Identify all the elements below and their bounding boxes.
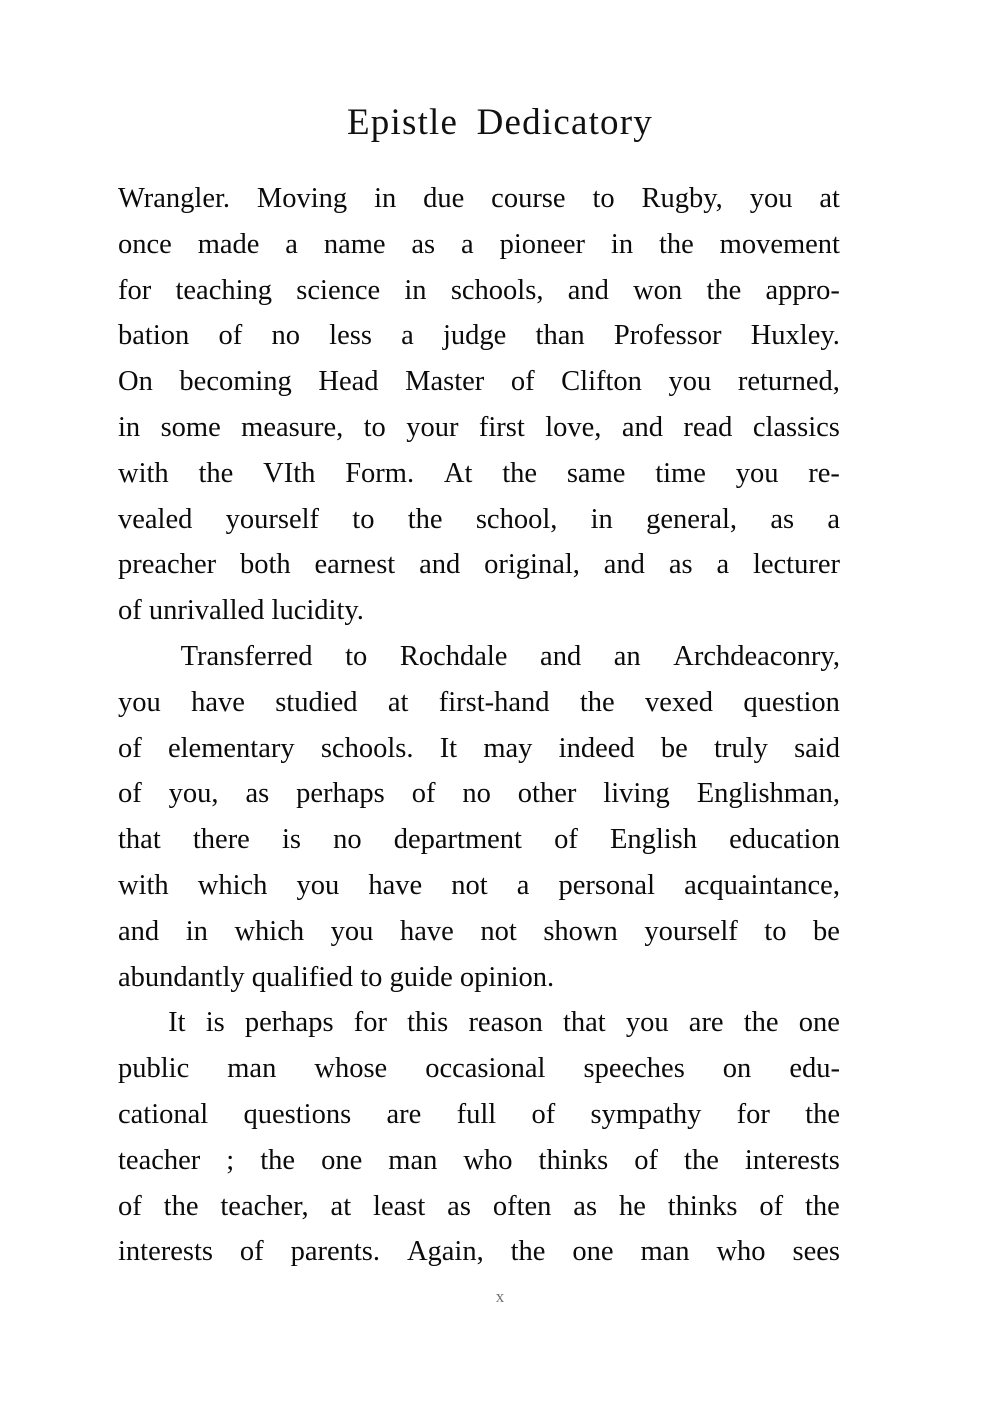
word: one bbox=[572, 1236, 614, 1268]
word: speeches bbox=[583, 1053, 685, 1085]
word: Again, bbox=[406, 1236, 484, 1268]
word: public bbox=[118, 1053, 190, 1085]
word: in bbox=[185, 915, 208, 947]
word: original, bbox=[484, 549, 580, 581]
word: of bbox=[118, 732, 142, 764]
word: lecturer bbox=[752, 549, 840, 581]
text-line bbox=[118, 955, 840, 1001]
word: of bbox=[510, 366, 535, 398]
chapter-title: Epistle Dedicatory bbox=[347, 102, 653, 143]
text-line bbox=[118, 268, 840, 314]
word: an bbox=[613, 640, 641, 672]
word: and bbox=[419, 549, 461, 581]
word: that bbox=[118, 824, 161, 856]
word: studied bbox=[275, 686, 358, 718]
word: least bbox=[373, 1190, 426, 1222]
word: be bbox=[660, 732, 688, 764]
word: man bbox=[640, 1236, 690, 1268]
line-text: abundantly qualified to guide opinion. bbox=[118, 961, 555, 993]
word: is bbox=[281, 824, 301, 856]
word: the bbox=[684, 1144, 719, 1176]
text-line bbox=[118, 1138, 840, 1184]
word: Huxley. bbox=[750, 320, 840, 352]
word: the bbox=[805, 1190, 840, 1222]
text-line bbox=[118, 359, 840, 405]
word: a bbox=[827, 503, 840, 535]
line-text: of unrivalled lucidity. bbox=[118, 595, 364, 627]
word: both bbox=[239, 549, 291, 581]
word: Professor bbox=[613, 320, 722, 352]
word: read bbox=[683, 411, 733, 443]
word: cational bbox=[118, 1098, 209, 1130]
word: Englishman, bbox=[696, 778, 840, 810]
word: occasional bbox=[425, 1053, 546, 1085]
body-text-block bbox=[118, 176, 840, 1275]
word: often bbox=[492, 1190, 552, 1222]
word: which bbox=[234, 915, 305, 947]
word: sympathy bbox=[590, 1098, 702, 1130]
word: there bbox=[192, 824, 250, 856]
text-line bbox=[118, 542, 840, 588]
word: as bbox=[770, 503, 795, 535]
text-line bbox=[118, 1046, 840, 1092]
word: question bbox=[743, 686, 840, 718]
word: have bbox=[191, 686, 245, 718]
word: a bbox=[716, 549, 730, 581]
word: may bbox=[483, 732, 533, 764]
word: won bbox=[633, 274, 683, 306]
word: vealed bbox=[118, 503, 193, 535]
word: have bbox=[399, 915, 454, 947]
word: Transferred bbox=[180, 640, 313, 672]
word: appro- bbox=[765, 274, 840, 306]
text-line bbox=[118, 222, 840, 268]
word: this bbox=[407, 1007, 449, 1039]
paragraph-indent bbox=[118, 634, 148, 680]
word: At bbox=[443, 457, 473, 489]
word: Clifton bbox=[561, 366, 642, 398]
word: at bbox=[819, 183, 840, 214]
word: interests bbox=[118, 1236, 213, 1268]
word: English bbox=[609, 824, 698, 856]
word: of bbox=[531, 1098, 556, 1130]
word: school, bbox=[475, 503, 558, 535]
word: of bbox=[554, 824, 578, 856]
word: in bbox=[404, 274, 427, 306]
word: a bbox=[401, 320, 414, 352]
word: due bbox=[423, 183, 465, 214]
word: Form. bbox=[345, 457, 415, 489]
word: as bbox=[447, 1190, 471, 1222]
word: love, bbox=[545, 411, 602, 443]
word: with bbox=[118, 869, 169, 901]
word: the bbox=[407, 503, 443, 535]
word: schools. bbox=[320, 732, 414, 764]
word: teaching bbox=[175, 274, 273, 306]
word: movement bbox=[719, 228, 840, 260]
word: man bbox=[388, 1144, 438, 1176]
word: preacher bbox=[118, 549, 217, 581]
word: Rugby, bbox=[641, 183, 723, 214]
word: not bbox=[480, 915, 517, 947]
word: of bbox=[411, 778, 436, 810]
word: of bbox=[634, 1144, 658, 1176]
word: bation bbox=[118, 320, 190, 352]
word: full bbox=[456, 1098, 497, 1130]
text-line bbox=[118, 909, 840, 955]
word: which bbox=[197, 869, 268, 901]
word: re- bbox=[808, 457, 840, 489]
word: not bbox=[451, 869, 488, 901]
word: general, bbox=[646, 503, 738, 535]
word: once bbox=[118, 228, 172, 260]
word: in bbox=[118, 411, 141, 443]
word: on bbox=[722, 1053, 752, 1085]
paragraph bbox=[118, 1000, 840, 1275]
word: are bbox=[688, 1007, 724, 1039]
word: and bbox=[621, 411, 663, 443]
word: for bbox=[353, 1007, 387, 1039]
word: first-hand bbox=[438, 686, 550, 718]
word: the bbox=[198, 457, 234, 489]
word: Moving bbox=[256, 183, 348, 214]
word: and bbox=[118, 915, 160, 947]
word: no bbox=[271, 320, 300, 352]
word: It bbox=[168, 1007, 186, 1039]
word: shown bbox=[543, 915, 618, 947]
word: the bbox=[510, 1236, 546, 1268]
word: living bbox=[603, 778, 670, 810]
text-line bbox=[118, 634, 840, 680]
word: in bbox=[610, 228, 634, 260]
word: elementary bbox=[167, 732, 295, 764]
word: becoming bbox=[179, 366, 292, 398]
word: first bbox=[478, 411, 525, 443]
word: to bbox=[345, 640, 368, 672]
word: indeed bbox=[558, 732, 635, 764]
word: one bbox=[798, 1007, 840, 1039]
text-line bbox=[118, 497, 840, 543]
word: you bbox=[668, 366, 712, 398]
word: are bbox=[386, 1098, 422, 1130]
word: yourself bbox=[644, 915, 738, 947]
word: for bbox=[118, 274, 152, 306]
word: perhaps bbox=[296, 778, 385, 810]
page-folio bbox=[0, 1288, 1000, 1305]
paragraph bbox=[118, 176, 840, 634]
word: you bbox=[749, 183, 793, 214]
word: you bbox=[625, 1007, 669, 1039]
word: as bbox=[668, 549, 693, 581]
word: department bbox=[393, 824, 522, 856]
word: Archdeaconry, bbox=[673, 640, 840, 672]
word: whose bbox=[314, 1053, 388, 1085]
text-line bbox=[118, 817, 840, 863]
word: to bbox=[764, 915, 787, 947]
word: you bbox=[296, 869, 340, 901]
word: measure, bbox=[241, 411, 344, 443]
word: of bbox=[239, 1236, 264, 1268]
word: Wrangler. bbox=[118, 183, 231, 214]
word: with bbox=[118, 457, 169, 489]
word: the bbox=[658, 228, 694, 260]
text-line bbox=[118, 771, 840, 817]
text-line bbox=[118, 1229, 840, 1275]
word: teacher, bbox=[220, 1190, 309, 1222]
word: he bbox=[618, 1190, 646, 1222]
word: ; bbox=[226, 1144, 235, 1176]
word: education bbox=[729, 824, 840, 856]
word: you, bbox=[168, 778, 219, 810]
word: for bbox=[736, 1098, 770, 1130]
word: you bbox=[735, 457, 779, 489]
text-line bbox=[118, 405, 840, 451]
word: said bbox=[794, 732, 840, 764]
word: the bbox=[502, 457, 538, 489]
word: edu- bbox=[789, 1053, 840, 1085]
word: have bbox=[368, 869, 423, 901]
word: and bbox=[567, 274, 609, 306]
word: a bbox=[516, 869, 530, 901]
word: On bbox=[118, 366, 153, 398]
text-line bbox=[118, 313, 840, 359]
word: of bbox=[218, 320, 243, 352]
word: personal bbox=[558, 869, 655, 901]
word: no bbox=[333, 824, 362, 856]
word: schools, bbox=[450, 274, 544, 306]
word: than bbox=[535, 320, 585, 352]
word: your bbox=[406, 411, 459, 443]
word: perhaps bbox=[244, 1007, 334, 1039]
word: the bbox=[579, 686, 615, 718]
word: in bbox=[590, 503, 613, 535]
word: a bbox=[285, 228, 298, 260]
word: pioneer bbox=[499, 228, 586, 260]
word: time bbox=[655, 457, 706, 489]
word: you bbox=[118, 686, 161, 718]
word: It bbox=[439, 732, 458, 764]
word: to bbox=[352, 503, 375, 535]
word: that bbox=[562, 1007, 606, 1039]
word: made bbox=[197, 228, 260, 260]
text-line bbox=[118, 451, 840, 497]
word: VIth bbox=[263, 457, 316, 489]
text-line bbox=[118, 588, 840, 634]
word: of bbox=[118, 778, 142, 810]
word: thinks bbox=[538, 1144, 609, 1176]
word: Rochdale bbox=[399, 640, 508, 672]
word: returned, bbox=[737, 366, 840, 398]
word: other bbox=[517, 778, 577, 810]
word: one bbox=[321, 1144, 363, 1176]
text-line bbox=[118, 680, 840, 726]
word: Master bbox=[405, 366, 485, 398]
word: is bbox=[205, 1007, 225, 1039]
paragraph bbox=[118, 634, 840, 1000]
word: of bbox=[118, 1190, 142, 1222]
word: to bbox=[363, 411, 386, 443]
word: at bbox=[387, 686, 409, 718]
word: science bbox=[296, 274, 381, 306]
word: same bbox=[566, 457, 626, 489]
word: as bbox=[245, 778, 270, 810]
word: classics bbox=[752, 411, 840, 443]
word: acquaintance, bbox=[684, 869, 840, 901]
word: truly bbox=[714, 732, 768, 764]
text-line bbox=[118, 1184, 840, 1230]
word: as bbox=[411, 228, 436, 260]
paragraph-indent bbox=[118, 1000, 148, 1046]
word: the bbox=[805, 1098, 840, 1130]
word: interests bbox=[744, 1144, 840, 1176]
word: the bbox=[260, 1144, 296, 1176]
word: the bbox=[743, 1007, 779, 1039]
word: man bbox=[227, 1053, 277, 1085]
word: a bbox=[461, 228, 474, 260]
word: name bbox=[323, 228, 386, 260]
word: teacher bbox=[118, 1144, 201, 1176]
word: reason bbox=[468, 1007, 543, 1039]
folio-number: x bbox=[495, 1287, 505, 1306]
word: thinks bbox=[667, 1190, 738, 1222]
word: at bbox=[330, 1190, 352, 1222]
word: the bbox=[163, 1190, 199, 1222]
word: and bbox=[603, 549, 645, 581]
word: sees bbox=[792, 1236, 840, 1268]
text-line bbox=[118, 726, 840, 772]
word: some bbox=[160, 411, 221, 443]
word: parents. bbox=[290, 1236, 381, 1268]
word: questions bbox=[243, 1098, 352, 1130]
page-header bbox=[0, 104, 1000, 141]
text-line bbox=[118, 1000, 840, 1046]
word: as bbox=[573, 1190, 598, 1222]
word: judge bbox=[443, 320, 507, 352]
word: in bbox=[374, 183, 397, 214]
word: no bbox=[462, 778, 491, 810]
word: course bbox=[491, 183, 566, 214]
word: earnest bbox=[314, 549, 396, 581]
word: who bbox=[463, 1144, 513, 1176]
word: who bbox=[716, 1236, 766, 1268]
text-line bbox=[118, 176, 840, 222]
word: to bbox=[592, 183, 615, 214]
word: less bbox=[329, 320, 372, 352]
word: you bbox=[330, 915, 374, 947]
word: yourself bbox=[225, 503, 320, 535]
word: be bbox=[813, 915, 840, 947]
word: vexed bbox=[644, 686, 714, 718]
text-line bbox=[118, 863, 840, 909]
word: of bbox=[759, 1190, 784, 1222]
text-line bbox=[118, 1092, 840, 1138]
word: and bbox=[540, 640, 582, 672]
word: Head bbox=[318, 366, 379, 398]
word: the bbox=[706, 274, 742, 306]
